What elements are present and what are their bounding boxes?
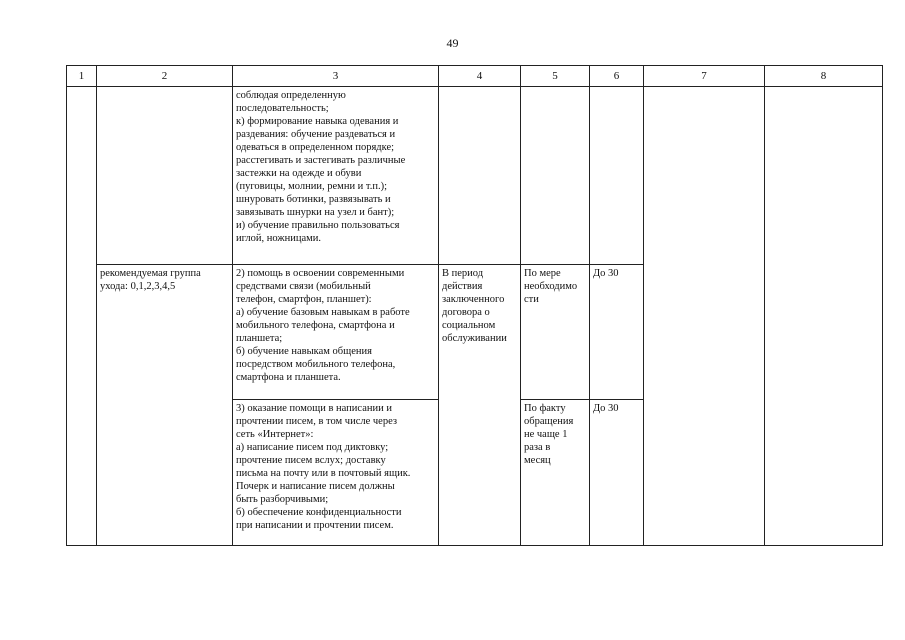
cell-row1-col3: соблюдая определенную последовательность; к) формирование навыка одевания и раздевания: обучение раздеваться и одеваться в определенном порядке; расстегивать и застегивать различные застежки на одежде и обуви (пуговицы, молнии, ремни и т.п.); шнуровать ботинки, развязывать и завязывать шнурки на узел и бант); и) обучение правильно пользоваться иглой, ножницами. xyxy=(233,87,439,265)
cell-row1-col2 xyxy=(97,87,233,265)
page-number: 49 xyxy=(446,36,459,50)
cell-col7 xyxy=(644,87,765,546)
cell-row2-col6: До 30 xyxy=(590,265,644,400)
cell-row3-col6: До 30 xyxy=(590,400,644,546)
table-header-row xyxy=(67,66,883,87)
header-col-8: 8 xyxy=(765,66,883,87)
cell-row2-col5: По мере необходимо сти xyxy=(521,265,590,400)
header-col-3: 3 xyxy=(233,66,439,87)
cell-col1 xyxy=(67,87,97,546)
cell-row3-col3: 3) оказание помощи в написании и прочтении писем, в том числе через сеть «Интернет»: а) написание писем под диктовку; прочтение писем вслух; доставку письма на почту или в почтовый ящик. Почерк и написание писем должны быть разборчивыми; б) обеспечение конфиденциальности при написании и прочтении писем. xyxy=(233,400,439,546)
cell-row2-col3: 2) помощь в освоении современными средствами связи (мобильный телефон, смартфон, планшет): а) обучение базовым навыкам в работе мобильного телефона, смартфона и планшета; б) обучение навыкам общения посредством мобильного телефона, смартфона и планшета. xyxy=(233,265,439,400)
header-col-1: 1 xyxy=(67,66,97,87)
header-col-4: 4 xyxy=(439,66,521,87)
cell-row2-col4: В период действия заключенного договора о социальном обслуживании xyxy=(439,265,521,546)
header-col-6: 6 xyxy=(590,66,644,87)
table-row xyxy=(67,87,883,265)
cell-col8 xyxy=(765,87,883,546)
cell-row1-col5 xyxy=(521,87,590,265)
cell-row3-col5: По факту обращения не чаще 1 раза в месяц xyxy=(521,400,590,546)
header-col-7: 7 xyxy=(644,66,765,87)
cell-row1-col6 xyxy=(590,87,644,265)
header-col-2: 2 xyxy=(97,66,233,87)
services-table xyxy=(66,65,883,546)
cell-row2-col2: рекомендуемая группа ухода: 0,1,2,3,4,5 xyxy=(97,265,233,546)
cell-row1-col4 xyxy=(439,87,521,265)
header-col-5: 5 xyxy=(521,66,590,87)
